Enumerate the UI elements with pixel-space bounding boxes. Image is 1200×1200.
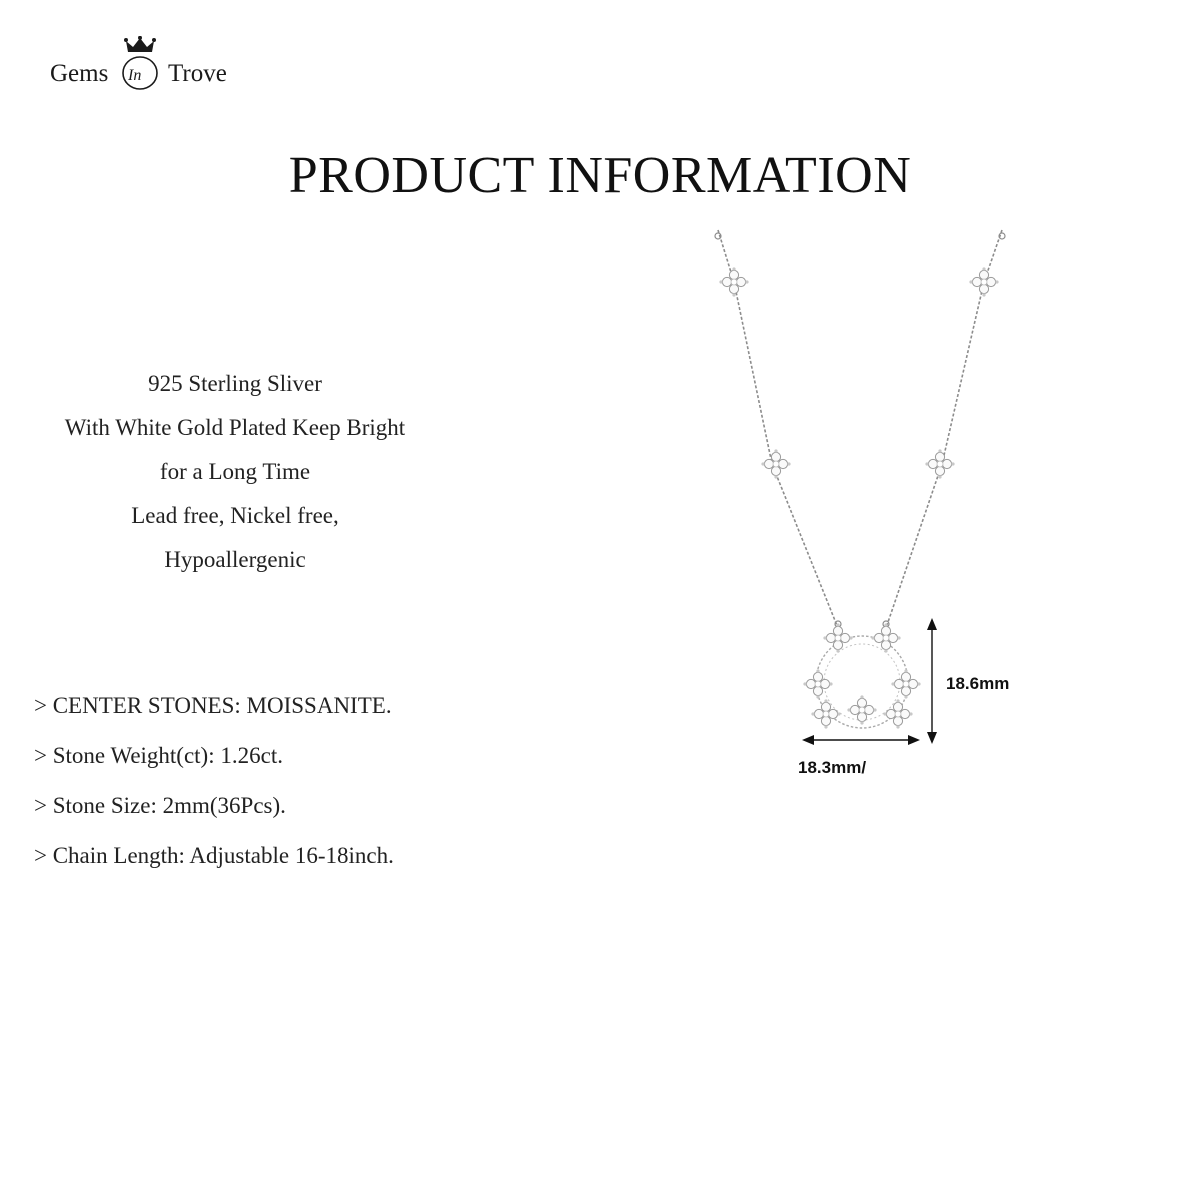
pendant-height-label: 18.6mm: [946, 674, 1010, 693]
description-line: for a Long Time: [159, 459, 311, 484]
page-title: PRODUCT INFORMATION: [288, 147, 912, 204]
description-line: With White Gold Plated Keep Bright: [64, 415, 406, 440]
necklace-image: [690, 220, 1050, 780]
spec-item: > Stone Weight(ct): 1.26ct.: [34, 743, 283, 768]
spec-list: [34, 686, 554, 886]
brand-logo: [50, 36, 250, 96]
spec-item: > CENTER STONES: MOISSANITE.: [34, 693, 392, 718]
material-description: [20, 362, 450, 582]
brand-name-right: Trove: [168, 60, 227, 87]
brand-name-left: Gems: [50, 60, 109, 87]
description-line: Lead free, Nickel free,: [131, 503, 339, 528]
pendant-width-label: 18.3mm/: [798, 758, 867, 777]
brand-name-middle: In: [128, 67, 142, 84]
description-line: Hypoallergenic: [164, 547, 306, 572]
spec-item: > Chain Length: Adjustable 16-18inch.: [34, 843, 394, 868]
description-line: 925 Sterling Sliver: [148, 371, 322, 396]
spec-item: > Stone Size: 2mm(36Pcs).: [34, 793, 286, 818]
